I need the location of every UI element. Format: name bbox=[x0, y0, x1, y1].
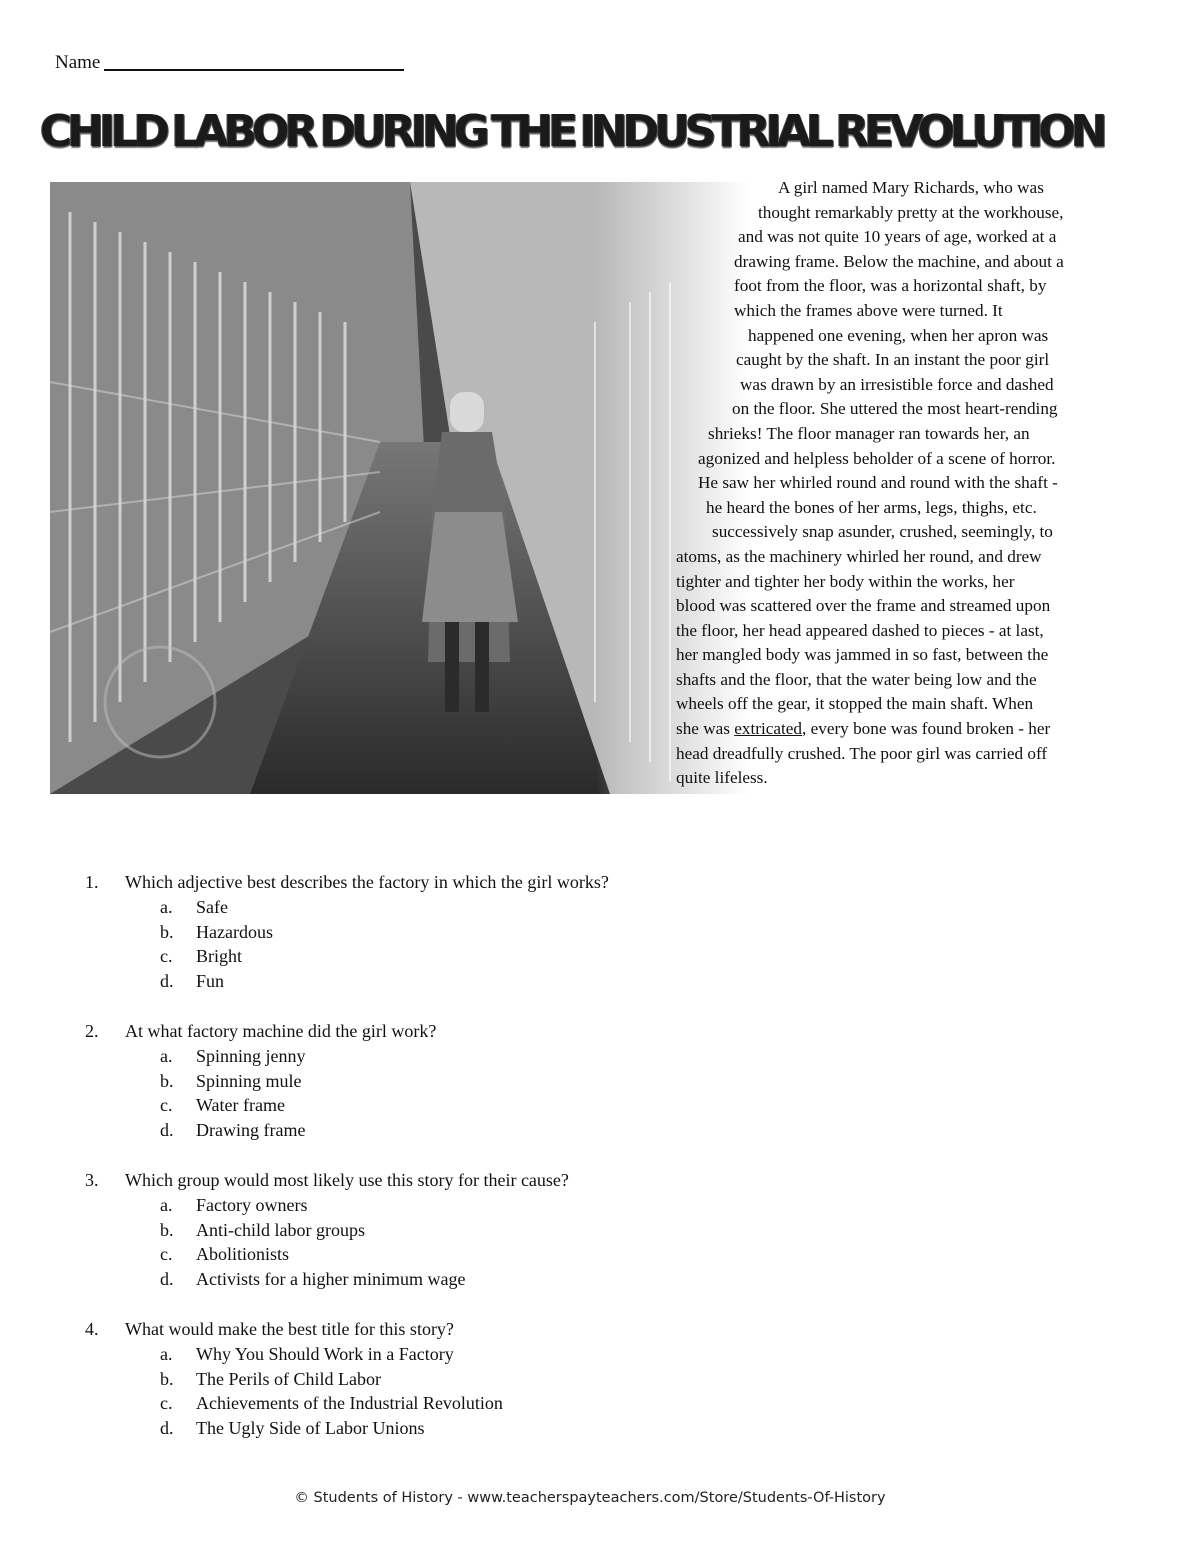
question-text: Which adjective best describes the factory in which the girl works? bbox=[125, 872, 609, 892]
option-text: Anti-child labor groups bbox=[196, 1219, 365, 1240]
story-line: was drawn by an irresistible force and dashed bbox=[740, 374, 1054, 394]
story-line: the floor, her head appeared dashed to pieces - at last, bbox=[676, 620, 1044, 640]
story-text: , every bone was found broken - her bbox=[802, 719, 1051, 739]
option-text: Factory owners bbox=[196, 1194, 308, 1215]
option-letter: b. bbox=[160, 1070, 174, 1091]
question bbox=[85, 1019, 985, 1143]
option-letter: a. bbox=[160, 1343, 173, 1364]
story-line: quite lifeless. bbox=[676, 768, 768, 788]
story-line: He saw her whirled round and round with the shaft - bbox=[698, 473, 1058, 493]
question bbox=[85, 1317, 985, 1441]
story-line: blood was scattered over the frame and streamed upon bbox=[676, 596, 1051, 616]
vocab-word: extricated bbox=[734, 719, 803, 739]
option-text: Abolitionists bbox=[196, 1244, 290, 1265]
story-line: her mangled body was jammed in so fast, between the bbox=[676, 645, 1049, 665]
question-number: 3. bbox=[85, 1169, 99, 1190]
mill-girl-photo bbox=[50, 182, 750, 794]
option-letter: a. bbox=[160, 896, 173, 917]
mill-photo-illustration bbox=[50, 182, 750, 794]
answer-option[interactable] bbox=[85, 1044, 985, 1069]
story-line: shrieks! The floor manager ran towards her, an bbox=[708, 423, 1030, 443]
answer-option[interactable] bbox=[85, 1342, 985, 1367]
story-line: caught by the shaft. In an instant the poor girl bbox=[736, 350, 1050, 370]
option-text: Hazardous bbox=[196, 921, 273, 942]
story-line: shafts and the floor, that the water being low and the bbox=[676, 669, 1037, 689]
option-text: Activists for a higher minimum wage bbox=[196, 1269, 466, 1290]
story-line: happened one evening, when her apron was bbox=[748, 325, 1049, 345]
question-text: What would make the best title for this story? bbox=[125, 1318, 454, 1339]
option-letter: d. bbox=[160, 1418, 174, 1439]
option-text: Spinning mule bbox=[196, 1070, 302, 1091]
answer-option[interactable] bbox=[85, 1118, 985, 1143]
question-list bbox=[85, 870, 985, 1466]
option-letter: c. bbox=[160, 946, 173, 967]
story-line-with-vocab bbox=[670, 717, 1150, 742]
story-line: agonized and helpless beholder of a scene of horror. bbox=[698, 448, 1056, 468]
copyright-footer: © Students of History - www.teacherspayteachers.com/Store/Students-Of-History bbox=[294, 1490, 886, 1506]
answer-option[interactable] bbox=[85, 1391, 985, 1416]
question-number: 4. bbox=[85, 1318, 99, 1339]
story-text: she was bbox=[676, 719, 735, 739]
story-line: foot from the floor, was a horizontal shaft, by bbox=[734, 276, 1047, 296]
question bbox=[85, 870, 985, 994]
option-letter: b. bbox=[160, 1368, 174, 1389]
option-letter: c. bbox=[160, 1095, 173, 1116]
name-label: Name bbox=[55, 52, 101, 73]
answer-option[interactable] bbox=[85, 1069, 985, 1094]
story-line: head dreadfully crushed. The poor girl was carried off bbox=[676, 743, 1048, 763]
story-line: tighter and tighter her body within the works, her bbox=[676, 571, 1015, 591]
option-text: Achievements of the Industrial Revolution bbox=[196, 1393, 503, 1414]
answer-option[interactable] bbox=[85, 1367, 985, 1392]
answer-option[interactable] bbox=[85, 1193, 985, 1218]
answer-option[interactable] bbox=[85, 895, 985, 920]
answer-option[interactable] bbox=[85, 1416, 985, 1441]
answer-option[interactable] bbox=[85, 1267, 985, 1292]
option-text: Why You Should Work in a Factory bbox=[196, 1343, 454, 1364]
option-letter: b. bbox=[160, 921, 174, 942]
story-line: drawing frame. Below the machine, and about a bbox=[734, 251, 1064, 271]
answer-option[interactable] bbox=[85, 944, 985, 969]
story-line: and was not quite 10 years of age, worked at a bbox=[738, 227, 1057, 247]
question-text: Which group would most likely use this story for their cause? bbox=[125, 1169, 569, 1190]
option-letter: a. bbox=[160, 1045, 173, 1066]
option-text: The Ugly Side of Labor Unions bbox=[196, 1418, 425, 1439]
story-line: wheels off the gear, it stopped the main shaft. When bbox=[676, 694, 1034, 714]
story-line: which the frames above were turned. It bbox=[734, 300, 1003, 320]
name-blank-line[interactable] bbox=[104, 69, 404, 71]
answer-option[interactable] bbox=[85, 969, 985, 994]
option-text: The Perils of Child Labor bbox=[196, 1368, 381, 1389]
answer-option[interactable] bbox=[85, 1093, 985, 1118]
name-field bbox=[55, 52, 404, 74]
option-text: Water frame bbox=[196, 1095, 285, 1116]
question-number: 2. bbox=[85, 1020, 99, 1041]
option-text: Drawing frame bbox=[196, 1120, 306, 1141]
option-text: Bright bbox=[196, 946, 243, 967]
option-text: Fun bbox=[196, 971, 225, 992]
option-letter: c. bbox=[160, 1244, 173, 1265]
option-text: Safe bbox=[196, 896, 228, 917]
answer-option[interactable] bbox=[85, 1218, 985, 1243]
story-passage bbox=[670, 176, 1150, 791]
story-line: on the floor. She uttered the most heart-rending bbox=[732, 399, 1058, 419]
story-line: A girl named Mary Richards, who was bbox=[778, 178, 1044, 197]
option-letter: d. bbox=[160, 1120, 174, 1141]
question-text: At what factory machine did the girl work? bbox=[125, 1020, 437, 1041]
option-letter: d. bbox=[160, 971, 174, 992]
answer-option[interactable] bbox=[85, 920, 985, 945]
option-letter: c. bbox=[160, 1393, 173, 1414]
story-line: he heard the bones of her arms, legs, thighs, etc. bbox=[706, 497, 1037, 517]
worksheet-title: CHILD LABOR DURING THE INDUSTRIAL REVOLUTION bbox=[40, 106, 1103, 157]
option-text: Spinning jenny bbox=[196, 1045, 306, 1066]
question-number: 1. bbox=[85, 872, 99, 892]
option-letter: a. bbox=[160, 1194, 173, 1215]
answer-option[interactable] bbox=[85, 1242, 985, 1267]
question bbox=[85, 1168, 985, 1292]
story-line: atoms, as the machinery whirled her round, and drew bbox=[676, 546, 1042, 566]
option-letter: d. bbox=[160, 1269, 174, 1290]
option-letter: b. bbox=[160, 1219, 174, 1240]
story-line: thought remarkably pretty at the workhouse, bbox=[758, 202, 1064, 222]
story-line: successively snap asunder, crushed, seemingly, to bbox=[712, 522, 1053, 542]
